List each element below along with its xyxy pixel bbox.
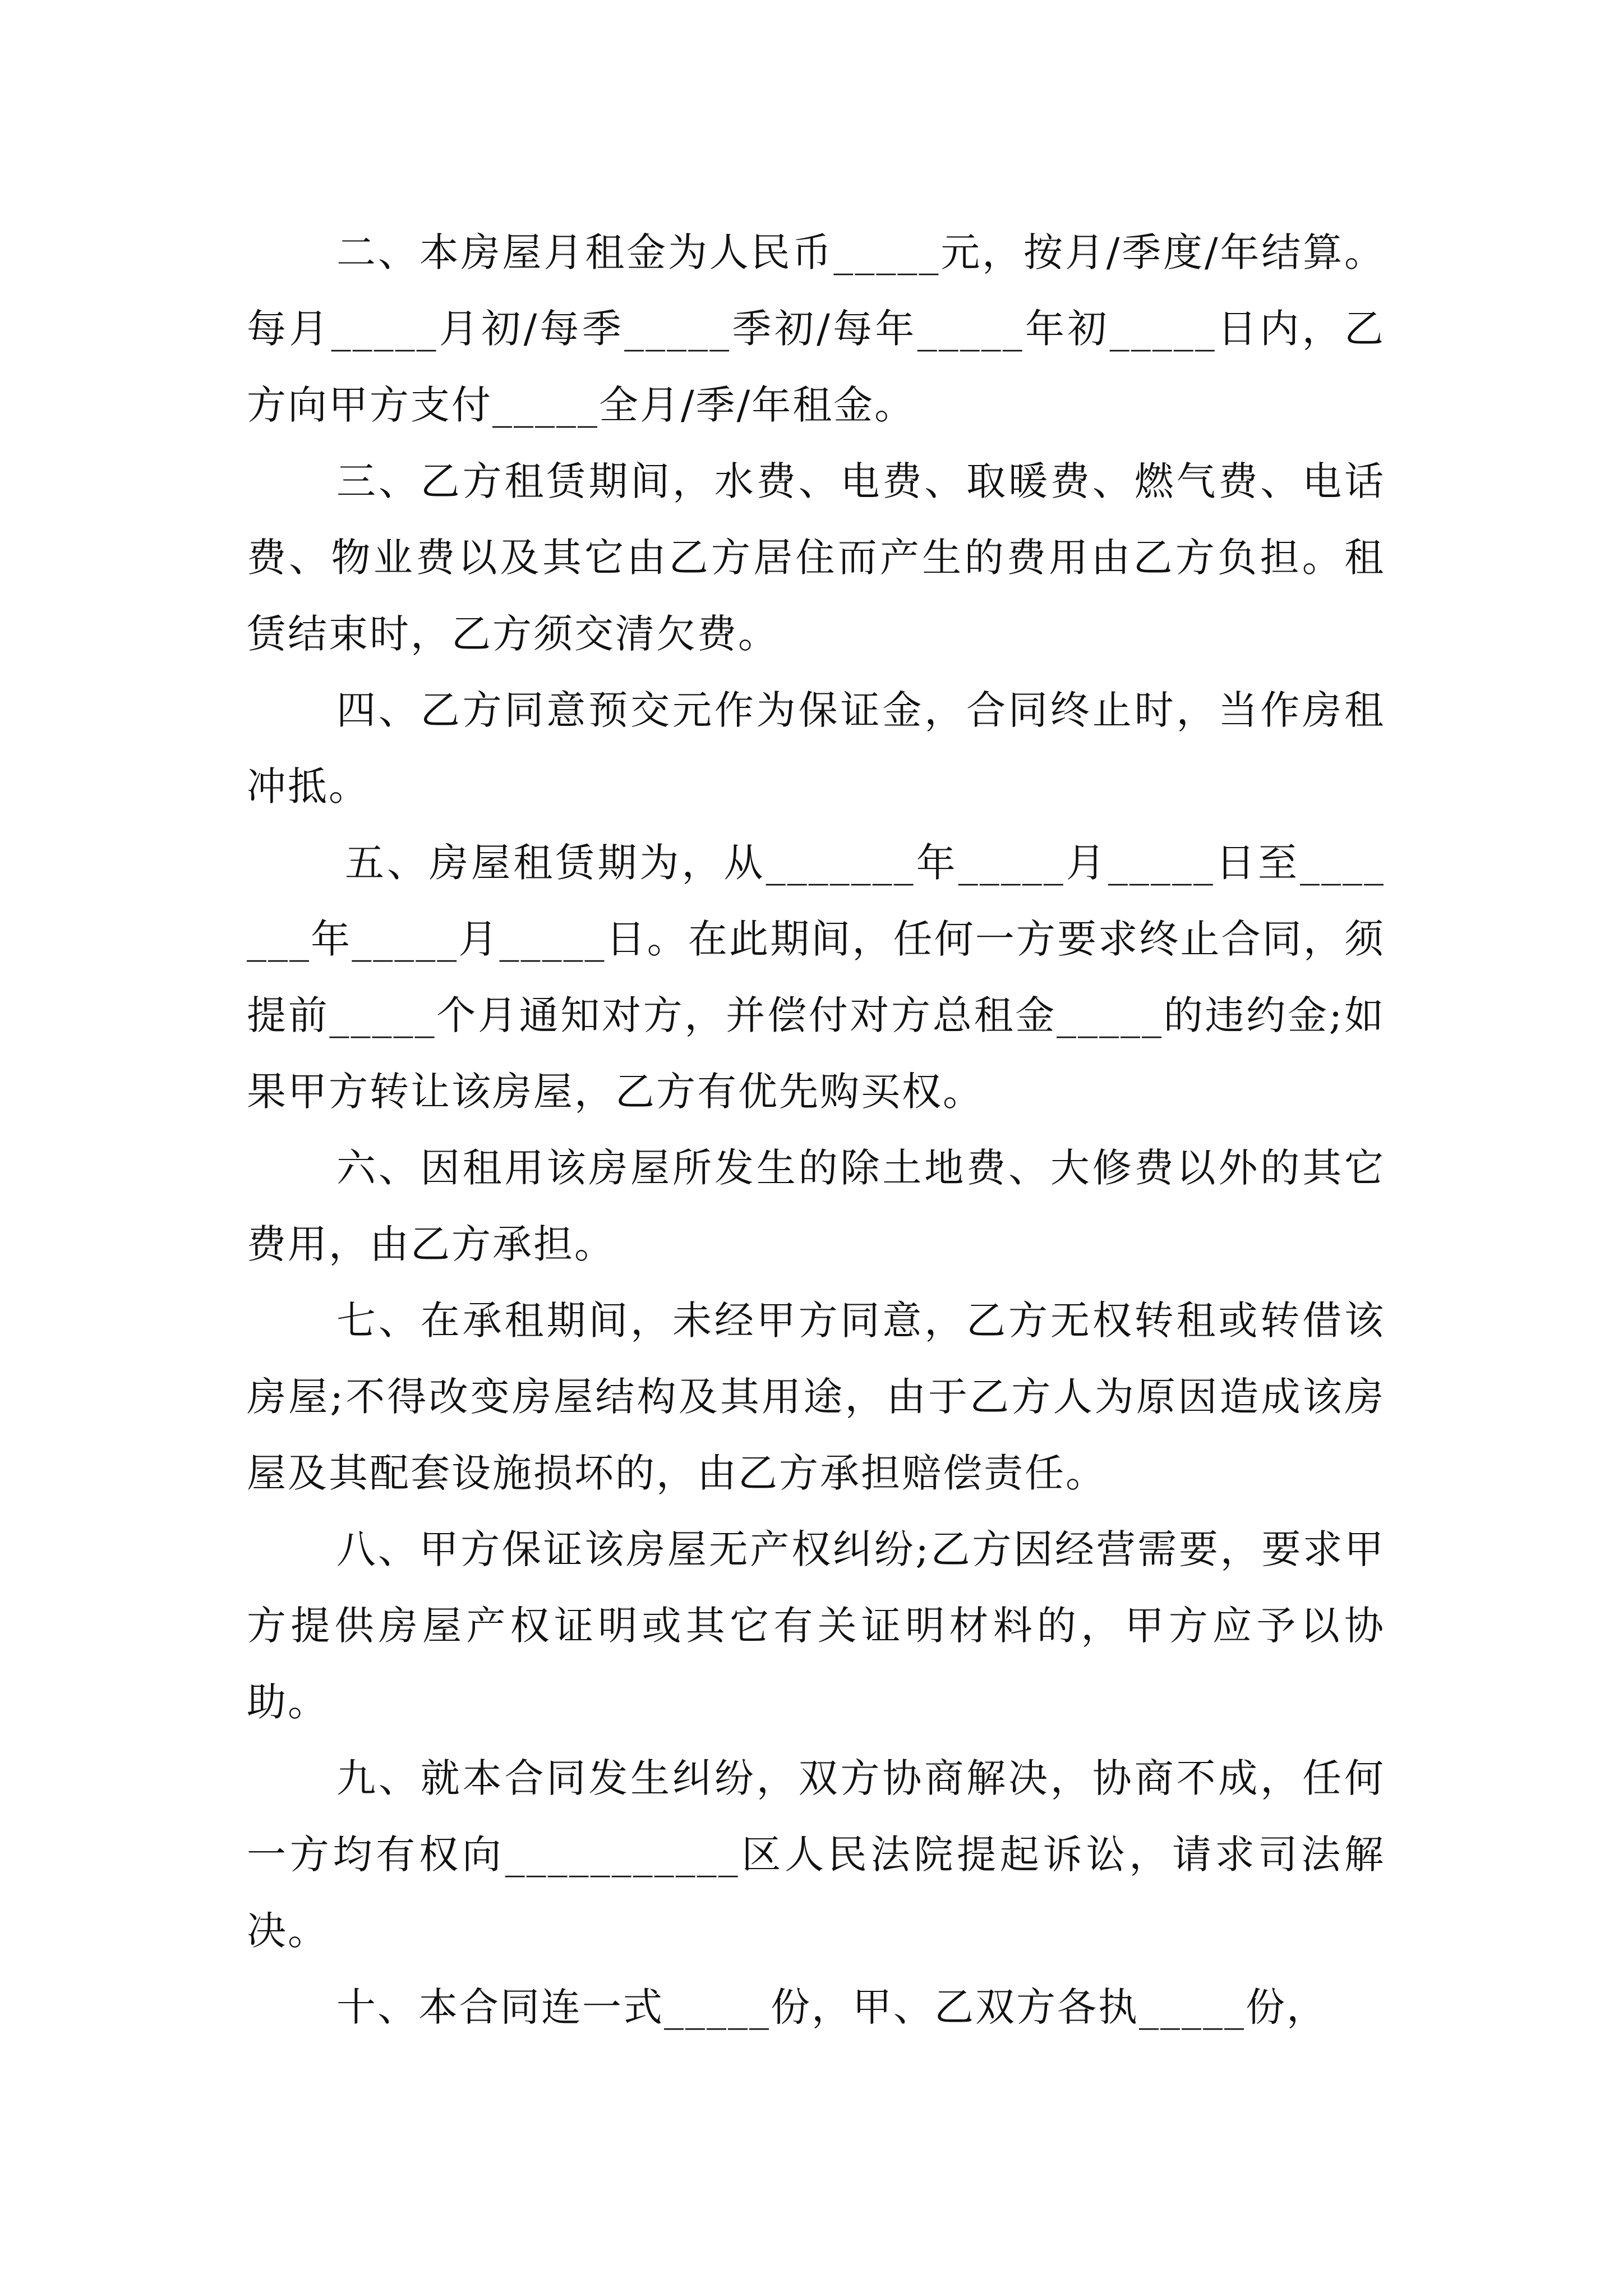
clause-paragraph-6: 六、因租用该房屋所发生的除土地费、大修费以外的其它费用，由乙方承担。 <box>247 1145 1385 1267</box>
clause-paragraph-3: 三、乙方租赁期间，水费、电费、取暖费、燃气费、电话费、物业费以及其它由乙方居住而产生的费用由乙方负担。租赁结束时，乙方须交清欠费。 <box>247 458 1385 657</box>
clause-paragraph-5: 五、房屋租赁期为，从_______年_____月_____日至_______年_____月_____日。在此期间，任何一方要求终止合同，须提前_____个月通知对方，并偿付对方总租金_____的违约金;如果甲方转让该房屋，乙方有优先购买权。 <box>247 840 1385 1115</box>
clause-paragraph-4: 四、乙方同意预交元作为保证金，合同终止时，当作房租冲抵。 <box>247 687 1385 809</box>
contract-body <box>247 214 1385 2045</box>
clause-paragraph-2: 二、本房屋月租金为人民币_____元，按月/季度/年结算。每月_____月初/每季_____季初/每年_____年初_____日内，乙方向甲方支付_____全月/季/年租金。 <box>247 229 1385 428</box>
clause-paragraph-8: 八、甲方保证该房屋无产权纠纷;乙方因经营需要，要求甲方提供房屋产权证明或其它有关证明材料的，甲方应予以协助。 <box>247 1526 1385 1725</box>
clause-paragraph-10: 十、本合同连一式_____份，甲、乙双方各执_____份， <box>336 1984 1327 2030</box>
clause-paragraph-7: 七、在承租期间，未经甲方同意，乙方无权转租或转借该房屋;不得改变房屋结构及其用途，由于乙方人为原因造成该房屋及其配套设施损坏的，由乙方承担赔偿责任。 <box>247 1297 1385 1496</box>
clause-paragraph-9: 九、就本合同发生纠纷，双方协商解决，协商不成，任何一方均有权向___________区人民法院提起诉讼，请求司法解决。 <box>247 1755 1385 1954</box>
